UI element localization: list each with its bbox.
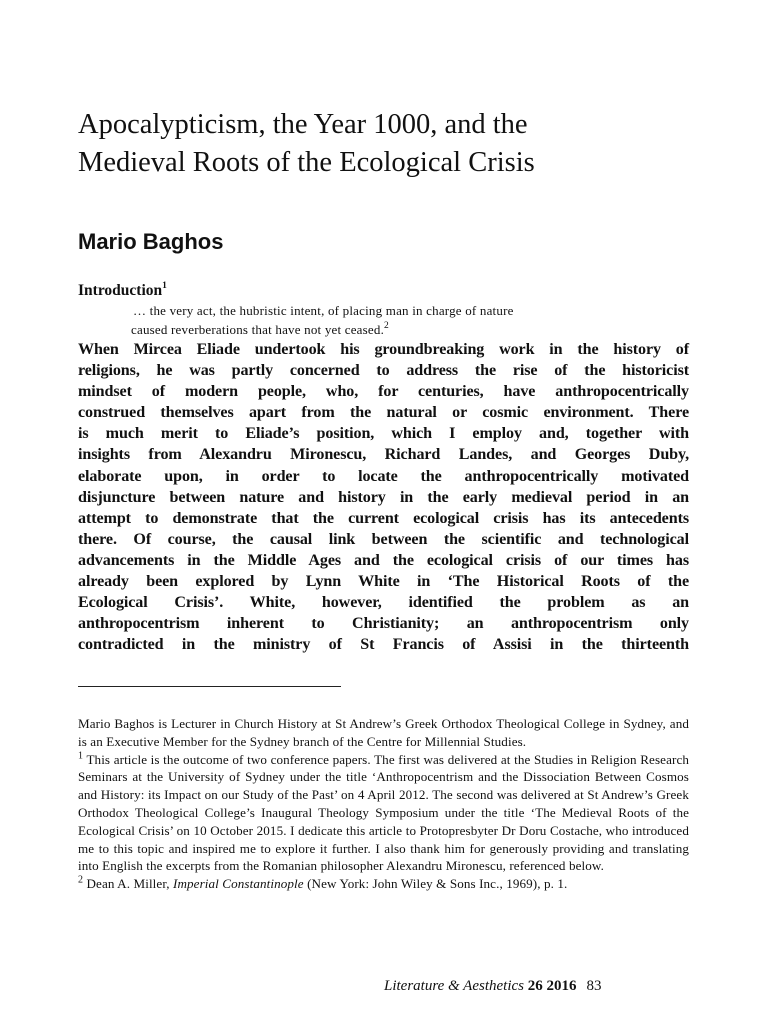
body-line: contradicted in the ministry of St Francis of Assisi in the thirteenth [78, 636, 689, 654]
footnote-number: 2 [78, 874, 84, 886]
footnote-2 [78, 875, 689, 893]
title-line: Medieval Roots of the Ecological Crisis [78, 147, 535, 178]
journal-volume-year: 26 2016 [527, 978, 577, 994]
footnote-separator [78, 686, 341, 687]
footnote-number: 1 [78, 750, 84, 762]
footnote-text: (New York: John Wiley & Sons Inc., 1969), p. 1. [307, 876, 568, 892]
body-line: is much merit to Eliade’s position, which I employ and, together with [78, 425, 689, 443]
footnote-ref-2[interactable]: 2 [384, 320, 389, 331]
journal-name: Literature & Aesthetics [384, 978, 524, 994]
body-line: elaborate upon, in order to locate the anthropocentrically motivated [78, 467, 689, 485]
body-line: anthropocentrism inherent to Christianity; an anthropocentrism only [78, 615, 689, 633]
page-footer [384, 976, 656, 996]
body-line: there. Of course, the causal link between the scientific and technological [78, 530, 689, 548]
section-heading-introduction [78, 281, 167, 301]
body-line: already been explored by Lynn White in ‘The Historical Roots of the [78, 573, 689, 591]
epigraph-line: caused reverberations that have not yet ceased. [131, 322, 385, 337]
body-line: Ecological Crisis’. White, however, identified the problem as an [78, 594, 689, 612]
article-title [78, 106, 718, 182]
body-line: construed themselves apart from the natural or cosmic environment. There [78, 404, 689, 422]
section-heading-label: Introduction [78, 282, 163, 299]
body-paragraph [78, 339, 689, 655]
author-name: Mario Baghos [78, 229, 224, 254]
body-line: insights from Alexandru Mironescu, Richard Landes, and Georges Duby, [78, 446, 689, 464]
body-line: religions, he was partly concerned to address the rise of the historicist [78, 362, 689, 380]
body-line: When Mircea Eliade undertook his groundbreaking work in the history of [78, 341, 689, 358]
footnotes-section [78, 715, 689, 893]
footnote-book-title: Imperial Constantinople [173, 876, 304, 892]
epigraph-line: … the very act, the hubristic intent, of placing man in charge of nature [133, 303, 514, 318]
body-line: advancements in the Middle Ages and the ecological crisis of our times has [78, 551, 689, 569]
footnote-text: This article is the outcome of two conference papers. The first was delivered at the Studies in Religion Research Seminars at the University of Sydney under the title ‘Anthropocentrism and the Dissociation Between Cosmos and History: its Impact on our Study of the Past’ on 4 April 2012. The second was delivered at St Andrew’s Greek Orthodox Theological College’s Inaugural Theology Symposium under the title ‘The Medieval Roots of the Ecological Crisis’ on 10 October 2015. I dedicate this article to Protopresbyter Dr Doru Costache, who introduced me to this topic and inspired me to explore it further. I also thank him for generously providing and translating into English the excerpts from the Romanian philosopher Alexandru Mironescu, referenced below. [78, 751, 690, 874]
body-line: mindset of modern people, who, for centuries, have anthropocentrically [78, 383, 689, 401]
footnote-ref-1[interactable]: 1 [162, 280, 167, 291]
body-line: disjuncture between nature and history in the early medieval period in an [78, 488, 689, 506]
body-line: attempt to demonstrate that the current ecological crisis has its antecedents [78, 509, 689, 527]
title-line: Apocalypticism, the Year 1000, and the [78, 109, 528, 140]
author-bio-note: Mario Baghos is Lecturer in Church History at St Andrew’s Greek Orthodox Theological College in Sydney, and is an Executive Member for the Sydney branch of the Centre for Millennial Studies. [78, 716, 689, 749]
footnote-1 [78, 751, 689, 876]
epigraph-quote [131, 301, 641, 339]
page-number: 83 [586, 978, 602, 994]
footnote-text: Dean A. Miller, [86, 876, 170, 892]
